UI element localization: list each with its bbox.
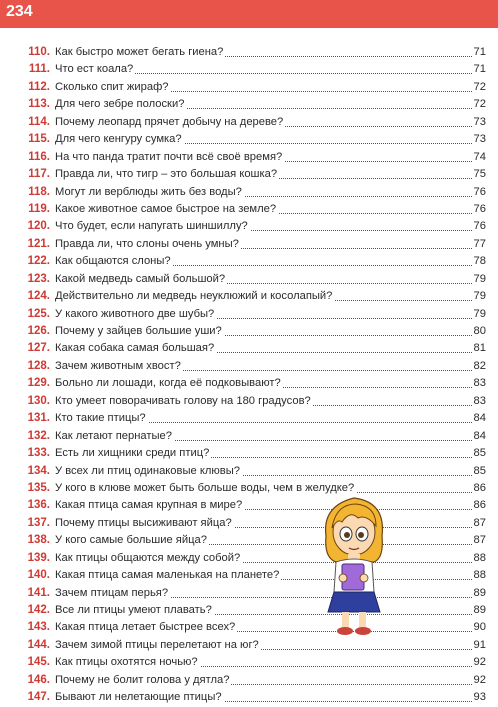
toc-entry <box>0 410 498 427</box>
toc-entry-number: 143. <box>27 621 50 634</box>
toc-entry-page: 80 <box>472 323 486 340</box>
toc-entry-page: 92 <box>472 654 486 671</box>
toc-entry-title: Сколько спит жираф? <box>55 79 171 96</box>
toc-entry <box>0 131 498 148</box>
toc-entry <box>0 689 498 706</box>
toc-entry-title: Зачем зимой птицы перелетают на юг? <box>55 637 261 654</box>
toc-entry-title: Какой медведь самый большой? <box>55 271 227 288</box>
toc-entry-number: 132. <box>27 429 50 442</box>
toc-entry-number: 137. <box>27 516 50 529</box>
toc-entry-title: Для чего зебре полоски? <box>55 96 186 113</box>
toc-entry <box>0 340 498 357</box>
toc-entry-title: Есть ли хищники среди птиц? <box>55 445 211 462</box>
toc-entry-title: Все ли птицы умеют плавать? <box>55 602 214 619</box>
toc-entry-title: Что будет, если напугать шиншиллу? <box>55 218 250 235</box>
toc-entry <box>0 602 498 619</box>
toc-entry-number: 131. <box>27 412 50 425</box>
toc-entry <box>0 550 498 567</box>
page-header-band <box>0 0 498 28</box>
toc-entry-number: 110. <box>28 46 50 58</box>
toc-entry-number: 111. <box>28 63 50 76</box>
toc-entry-title: Кто такие птицы? <box>55 410 148 427</box>
toc-entry <box>0 515 498 532</box>
toc-entry <box>0 166 498 183</box>
toc-entry <box>0 44 498 61</box>
toc-entry-number: 128. <box>27 359 50 372</box>
toc-entry-page: 88 <box>472 550 486 567</box>
toc-entry-page: 79 <box>472 271 486 288</box>
toc-entry-title: У какого животного две шубы? <box>55 306 216 323</box>
toc-entry <box>0 428 498 445</box>
toc-entry-page: 92 <box>472 672 486 689</box>
toc-entry-number: 138. <box>27 534 50 547</box>
toc-entry-page: 84 <box>472 428 486 445</box>
toc-entry-number: 139. <box>27 551 50 564</box>
toc-entry <box>0 79 498 96</box>
toc-entry-number: 136. <box>27 499 50 512</box>
toc-entry-page: 71 <box>472 44 486 61</box>
toc-entry <box>0 637 498 654</box>
toc-entry-number: 144. <box>27 638 50 651</box>
toc-entry-page: 91 <box>472 637 486 654</box>
toc-entry-page: 86 <box>472 497 486 514</box>
toc-entry-page: 85 <box>472 445 486 462</box>
toc-entry-title: У кого самые большие яйца? <box>55 532 209 549</box>
toc-entry-title: Больно ли лошади, когда её подковывают? <box>55 375 283 392</box>
toc-entry-number: 145. <box>27 656 50 669</box>
toc-entry-title: Как общаются слоны? <box>55 253 173 270</box>
toc-entry-title: На что панда тратит почти всё своё время? <box>55 149 284 166</box>
toc-entry-page: 85 <box>472 463 486 480</box>
toc-entry-number: 141. <box>27 586 50 599</box>
toc-entry-number: 134. <box>27 464 50 477</box>
toc-entry <box>0 253 498 270</box>
toc-entry <box>0 184 498 201</box>
toc-entry-title: У кого в клюве может быть больше воды, чем в желудке? <box>55 480 356 497</box>
toc-entry-number: 120. <box>27 220 50 233</box>
toc-entry-page: 72 <box>472 96 486 113</box>
toc-entry-number: 122. <box>27 255 50 268</box>
toc-entry-page: 79 <box>472 306 486 323</box>
toc-entry-number: 117. <box>28 168 50 181</box>
toc-entry <box>0 323 498 340</box>
toc-entry-page: 75 <box>472 166 486 183</box>
toc-entry <box>0 619 498 636</box>
toc-entry-number: 147. <box>27 691 50 704</box>
toc-entry-number: 119. <box>28 202 50 215</box>
toc-entry-number: 116. <box>28 150 50 163</box>
toc-entry-number: 118. <box>28 185 50 198</box>
toc-entry <box>0 271 498 288</box>
toc-entry-page: 81 <box>472 340 486 357</box>
toc-entry-page: 79 <box>472 288 486 305</box>
cartoon-girl-illustration <box>316 488 392 638</box>
toc-entry-title: Почему у зайцев большие уши? <box>55 323 224 340</box>
toc-entry <box>0 61 498 78</box>
toc-entry-title: Что ест коала? <box>55 61 135 78</box>
toc-entry-number: 114. <box>28 115 50 128</box>
toc-entry-title: Как птицы общаются между собой? <box>55 550 242 567</box>
toc-entry-number: 121. <box>27 237 50 250</box>
toc-entry-title: Зачем птицам перья? <box>55 585 170 602</box>
toc-entry-title: У всех ли птиц одинаковые клювы? <box>55 463 242 480</box>
toc-entry-number: 142. <box>27 604 50 616</box>
toc-entry-title: Почему леопард прячет добычу на дереве? <box>55 114 285 131</box>
toc-entry <box>0 218 498 235</box>
toc-entry <box>0 532 498 549</box>
page-number: 234 <box>6 3 33 20</box>
toc-entry-title: Какая птица летает быстрее всех? <box>55 619 237 636</box>
toc-entry-title: Как летают пернатые? <box>55 428 174 445</box>
toc-entry-page: 83 <box>472 375 486 392</box>
toc-entry-page: 82 <box>472 358 486 375</box>
toc-entry-title: Зачем животным хвост? <box>55 358 183 375</box>
toc-entry-number: 135. <box>27 481 50 494</box>
toc-entry-page: 89 <box>472 585 486 602</box>
toc-entry-title: Бывают ли нелетающие птицы? <box>55 689 224 706</box>
toc-entry-title: Какая птица самая крупная в мире? <box>55 497 244 514</box>
toc-entry <box>0 236 498 253</box>
toc-entry-page: 83 <box>472 393 486 410</box>
toc-entry-number: 123. <box>27 272 50 285</box>
toc-entry <box>0 288 498 305</box>
toc-entry-page: 73 <box>472 114 486 131</box>
toc-entry-title: Кто умеет поворачивать голову на 180 градусов? <box>55 393 313 410</box>
toc-entry-title: Правда ли, что тигр – это большая кошка? <box>55 166 279 183</box>
toc-entry <box>0 672 498 689</box>
toc-entry-page: 72 <box>472 79 486 96</box>
toc-entry <box>0 463 498 480</box>
toc-entry <box>0 306 498 323</box>
toc-entry-title: Какая собака самая большая? <box>55 340 216 357</box>
toc-entry-title: Как быстро может бегать гиена? <box>55 44 225 61</box>
toc-entry-page: 74 <box>472 149 486 166</box>
toc-entry <box>0 114 498 131</box>
toc-entry-title: Какая птица самая маленькая на планете? <box>55 567 281 584</box>
toc-entry-page: 76 <box>472 184 486 201</box>
toc-entry <box>0 585 498 602</box>
toc-entry <box>0 497 498 514</box>
toc-entry-title: Для чего кенгуру сумка? <box>55 131 184 148</box>
toc-entry-title: Правда ли, что слоны очень умны? <box>55 236 241 253</box>
toc-entry <box>0 201 498 218</box>
toc-entry-page: 90 <box>472 619 486 636</box>
toc-entry-page: 73 <box>472 131 486 148</box>
toc-entry-page: 87 <box>472 532 486 549</box>
toc-entry <box>0 480 498 497</box>
toc-entry-number: 126. <box>27 325 50 337</box>
toc-entry-number: 129. <box>27 377 50 390</box>
toc-entry-page: 87 <box>472 515 486 532</box>
toc-entry <box>0 567 498 584</box>
toc-entry-number: 115. <box>28 133 50 146</box>
toc-entry-title: Могут ли верблюды жить без воды? <box>55 184 244 201</box>
toc-entry-title: Действительно ли медведь неуклюжий и косолапый? <box>55 288 334 305</box>
toc-entry-number: 146. <box>27 673 50 686</box>
toc-entry-number: 140. <box>27 569 50 582</box>
toc-entry <box>0 375 498 392</box>
toc-entry-page: 88 <box>472 567 486 584</box>
toc-entry <box>0 149 498 166</box>
toc-entry-page: 93 <box>472 689 486 706</box>
toc-entry-page: 89 <box>472 602 486 619</box>
toc-entry-title: Какое животное самое быстрое на земле? <box>55 201 278 218</box>
toc-entry <box>0 96 498 113</box>
toc-entry-page: 84 <box>472 410 486 427</box>
toc-entry-page: 78 <box>472 253 486 270</box>
toc-entry-title: Как птицы охотятся ночью? <box>55 654 200 671</box>
table-of-contents <box>0 44 498 707</box>
toc-entry <box>0 358 498 375</box>
toc-entry-page: 76 <box>472 201 486 218</box>
toc-entry-page: 71 <box>472 61 486 78</box>
toc-entry-number: 112. <box>28 80 50 93</box>
toc-entry-number: 124. <box>27 290 50 303</box>
toc-entry-page: 86 <box>472 480 486 497</box>
toc-entry-title: Почему не болит голова у дятла? <box>55 672 231 689</box>
toc-entry-number: 130. <box>27 394 50 407</box>
toc-entry-page: 77 <box>472 236 486 253</box>
toc-entry-title: Почему птицы высиживают яйца? <box>55 515 234 532</box>
toc-entry-number: 133. <box>27 447 50 460</box>
toc-entry <box>0 393 498 410</box>
toc-entry <box>0 445 498 462</box>
toc-entry <box>0 654 498 671</box>
toc-entry-number: 125. <box>27 307 50 320</box>
toc-entry-number: 127. <box>27 342 50 355</box>
toc-entry-number: 113. <box>28 98 50 111</box>
toc-entry-page: 76 <box>472 218 486 235</box>
